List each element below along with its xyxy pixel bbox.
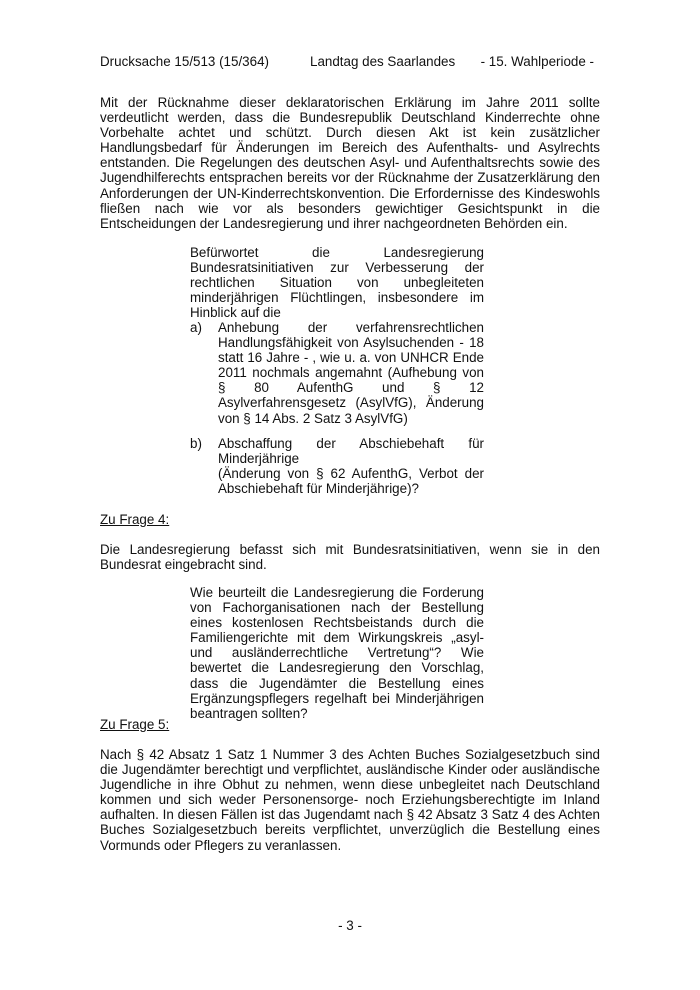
- list-marker: b): [190, 436, 202, 451]
- list-item-text: Anhebung der verfahrensrechtlichen Handlungsfähigkeit von Asylsuchenden - 18 statt 16 Jahre - , wie u. a. von UNHCR Ende 2011 nochmals angemahnt (Aufhebung von § 80 AufenthG und § 12 Asylverfahrensgesetz (AsylVfG), Änderung von § 14 Abs. 2 Satz 3 AsylVfG): [218, 320, 484, 426]
- answer-5-text: Nach § 42 Absatz 1 Satz 1 Nummer 3 des Achten Buches Sozialgesetzbuch sind die Jugendämter berechtigt und verpflichtet, ausländische Kinder oder ausländische Jugendliche in ihre Obhut zu nehmen, wenn diese unbegleitet nach Deutschland kommen und sich weder Personensorge- noch Erziehungsberechtigte im Inland aufhalten. In diesen Fällen ist das Jugendamt nach § 42 Absatz 3 Satz 4 des Achten Buches Sozialgesetzbuch bereits verpflichtet, unverzüglich die Bestellung eines Vormunds oder Pflegers zu veranlassen.: [100, 747, 600, 853]
- page-number: - 3 -: [338, 918, 362, 933]
- header-parliament-name: Landtag des Saarlandes: [310, 54, 456, 69]
- header-legislative-period: - 15. Wahlperiode -: [480, 54, 594, 69]
- list-item-text-continued: (Änderung von § 62 AufenthG, Verbot der Abschiebehaft für Minderjährige)?: [218, 466, 484, 497]
- list-item-text: Abschaffung der Abschiebehaft für Minderjährige: [218, 436, 484, 467]
- answer-4-heading: Zu Frage 4:: [100, 512, 170, 527]
- header-document-number: Drucksache 15/513 (15/364): [100, 54, 269, 69]
- intro-paragraph: Mit der Rücknahme dieser deklaratorischen Erklärung im Jahre 2011 sollte verdeutlicht werden, dass die Bundesrepublik Deutschland Kinderrechte ohne Vorbehalte achtet und schützt. Durch diesen Akt ist kein zusätzlicher Handlungsbedarf für Änderungen im Bereich des Aufenthalts- und Asylrechts entstanden. Die Regelungen des deutschen Asyl- und Aufenthaltsrechts sowie des Jugendhilferechts entsprachen bereits vor der Rücknahme der Zusatzerklärung den Anforderungen der UN-Kinderrechtskonvention. Die Erfordernisse des Kindeswohls fließen nach wie vor als besonders gewichtiger Gesichtspunkt in die Entscheidungen der Landesregierung und ihrer nachgeordneten Behörden ein.: [100, 95, 600, 231]
- answer-5-heading: Zu Frage 5:: [100, 717, 170, 732]
- question-5-text: Wie beurteilt die Landesregierung die Forderung von Fachorganisationen nach der Bestellung eines kostenlosen Rechtsbeistands durch die Familiengerichte mit dem Wirkungskreis „asyl- und ausländerrechtliche Vertretung“? Wie bewertet die Landesregierung den Vorschlag, dass die Jugendämter die Bestellung eines Ergänzungspflegers regelhaft bei Minderjährigen beantragen sollten?: [190, 585, 484, 721]
- list-marker: a): [190, 320, 202, 335]
- page-header: [100, 54, 596, 70]
- answer-4-text: Die Landesregierung befasst sich mit Bundesratsinitiativen, wenn sie in den Bundesrat eingebracht sind.: [100, 542, 600, 573]
- question-4-text: Befürwortet die Landesregierung Bundesratsinitiativen zur Verbesserung der rechtlichen Situation von unbegleiteten minderjährigen Flüchtlingen, insbesondere im Hinblick auf die: [190, 245, 484, 321]
